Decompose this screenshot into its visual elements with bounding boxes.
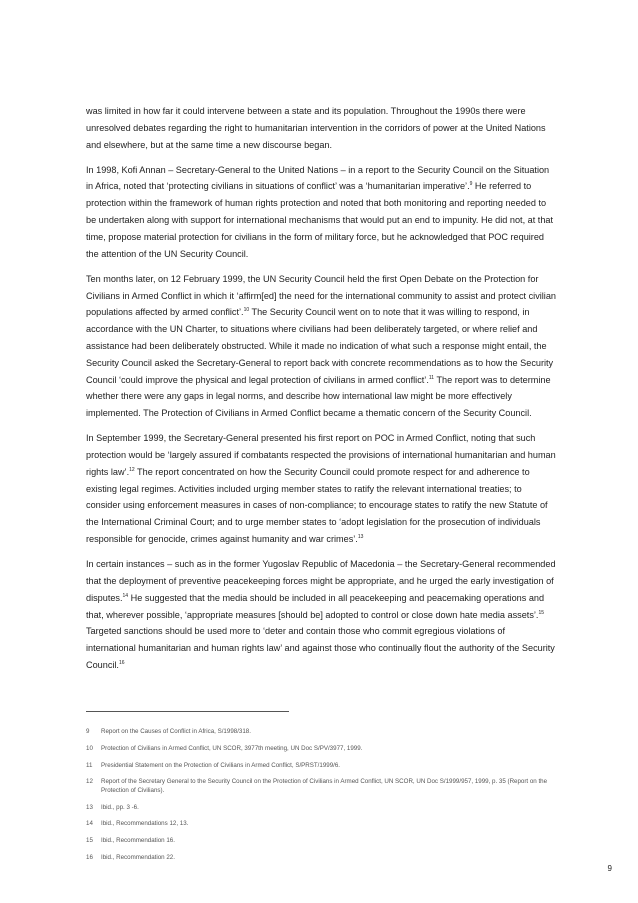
footnote-ref-12[interactable]: 12 [129, 466, 135, 473]
footnote-text: Protection of Civilians in Armed Conflict, UN SCOR, 3977th meeting, UN Doc S/PV/3977, 1999. [101, 744, 363, 752]
paragraph-2-text-b: He referred to protection within the framework of human rights protection and noted that both monitoring and reporting needed to be undertaken along with support for international mechanisms that would put an end to impunity. He did not, at that time, propose material protection for civilians in the form of military force, but he acknowledged that POC required the attention of the UN Security Council. [86, 181, 554, 259]
footnote-number: 15 [86, 837, 93, 845]
footnote-number: 11 [86, 761, 93, 769]
footnote-number: 13 [86, 803, 93, 811]
footnote-text: Ibid., pp. 3 -6. [101, 803, 139, 811]
paragraph-4-text-a: In September 1999, the Secretary-General presented his first report on POC in Armed Conflict, noting that such protection would be ‘largely assured if combatants respected the provisions of international humanitarian and human rights law’. [86, 433, 556, 477]
paragraph-3-text-b: The Security Council went on to note that it was willing to respond, in accordance with the UN Charter, to situations where civilians had been deliberately targeted, or where relief and assistance had been deliberately obstructed. While it made no indication of what such a response might entail, the Security Council asked the Secretary-General to report back with concrete recommendations as to how the Security Council ‘could improve the physical and legal protection of civilians in armed conflict’. [86, 307, 554, 385]
paragraph-3-text-c: The report was to determine whether there were any gaps in legal norms, and describe how international law might be more effectively implemented. The Protection of Civilians in Armed Conflict became a thematic concern of the Security Council. [86, 374, 551, 419]
paragraph-3 [86, 271, 556, 422]
footnote-ref-16[interactable]: 16 [118, 659, 125, 666]
footnote-item [86, 820, 566, 829]
footnote-divider [86, 711, 289, 712]
footnote-item [86, 854, 566, 863]
footnote-ref-14[interactable]: 14 [122, 592, 129, 599]
paragraph-5-text-b: He suggested that the media should be included in all peacekeeping and peacemaking operations and that, wherever possible, ‘appropriate measures [should be] adopted to control or close down hate media assets’. [86, 592, 545, 620]
footnote-text: Report on the Causes of Conflict in Africa, S/1998/318. [101, 728, 251, 735]
footnote-item [86, 804, 566, 813]
paragraph-5-text-a: In certain instances – such as in the former Yugoslav Republic of Macedonia – the Secretary-General recommended that the deployment of preventive peacekeeping forces might be appropriate, and he urged the early investigation of disputes. [86, 559, 556, 603]
footnote-ref-10[interactable]: 10 [243, 307, 250, 314]
footnote-number: 9 [86, 728, 90, 735]
paragraph-4 [86, 430, 556, 548]
footnote-text: Report of the Secretary General to the Security Council on the Protection of Civilians in Armed Conflict, UN SCOR, UN Doc S/1999/957, 1999, p. 35 (Report on the Protection of Civilians). [101, 778, 548, 794]
footnote-text: Ibid., Recommendation 22. [101, 854, 175, 862]
paragraph-3-text-a: Ten months later, on 12 February 1999, the UN Security Council held the first Open Debate on the Protection for Civilians in Armed Conflict in which it ‘affirm[ed] the need for the international community to assist and protect civilian populations affected by armed conflict’. [86, 273, 556, 318]
footnote-ref-15[interactable]: 15 [538, 609, 545, 616]
footnote-text: Ibid., Recommendations 12, 13. [101, 820, 189, 828]
footnote-number: 14 [86, 820, 93, 828]
footnote-ref-9[interactable]: 9 [469, 181, 473, 188]
footnote-text: Presidential Statement on the Protection of Civilians in Armed Conflict, S/PRST/1999/6. [101, 761, 341, 769]
footnote-number: 12 [86, 778, 93, 786]
footnote-ref-11[interactable]: 11 [428, 374, 435, 381]
footnote-text: Ibid., Recommendation 16. [101, 837, 175, 845]
footnote-item [86, 762, 566, 771]
footnote-ref-13[interactable]: 13 [357, 533, 364, 540]
footnotes [86, 728, 566, 871]
paragraph-4-text-b: The report concentrated on how the Security Council could promote respect for and adherence to existing legal regimes. Activities included urging member states to ratify the relevant international treaties; to consider using enforcement measures in cases of non-compliance; to encourage states to ratify the new Statute of the International Criminal Court; and to urge member states to ‘adopt legislation for the prosecution of individuals responsible for genocide, crimes against humanity and war crimes’. [86, 466, 548, 545]
footnote-number: 10 [86, 744, 93, 752]
page-number: 9 [607, 864, 612, 873]
footnote-item [86, 778, 566, 795]
footnote-item [86, 745, 566, 754]
footnote-item [86, 837, 566, 846]
paragraph-2 [86, 162, 556, 263]
body-text [86, 103, 556, 682]
paragraph-5 [86, 556, 556, 674]
footnote-number: 16 [86, 854, 93, 862]
paragraph-5-text-c: Targeted sanctions should be used more to ‘deter and contain those who commit egregious violations of international humanitarian and human rights law’ and against those who continually flout the authority of the Security Council. [86, 626, 555, 670]
paragraph-1 [86, 103, 556, 153]
paragraph-1-text: was limited in how far it could intervene between a state and its population. Throughout the 1990s there were unresolved debates regarding the right to humanitarian intervention in the corridors of power at the United Nations and elsewhere, but at the same time a new discourse began. [86, 106, 546, 150]
footnote-item [86, 728, 566, 737]
paragraph-2-text-a: In 1998, Kofi Annan – Secretary-General to the United Nations – in a report to the Security Council on the Situation in Africa, noted that ‘protecting civilians in situations of conflict’ was a ‘humanitarian imperative’. [86, 164, 550, 192]
